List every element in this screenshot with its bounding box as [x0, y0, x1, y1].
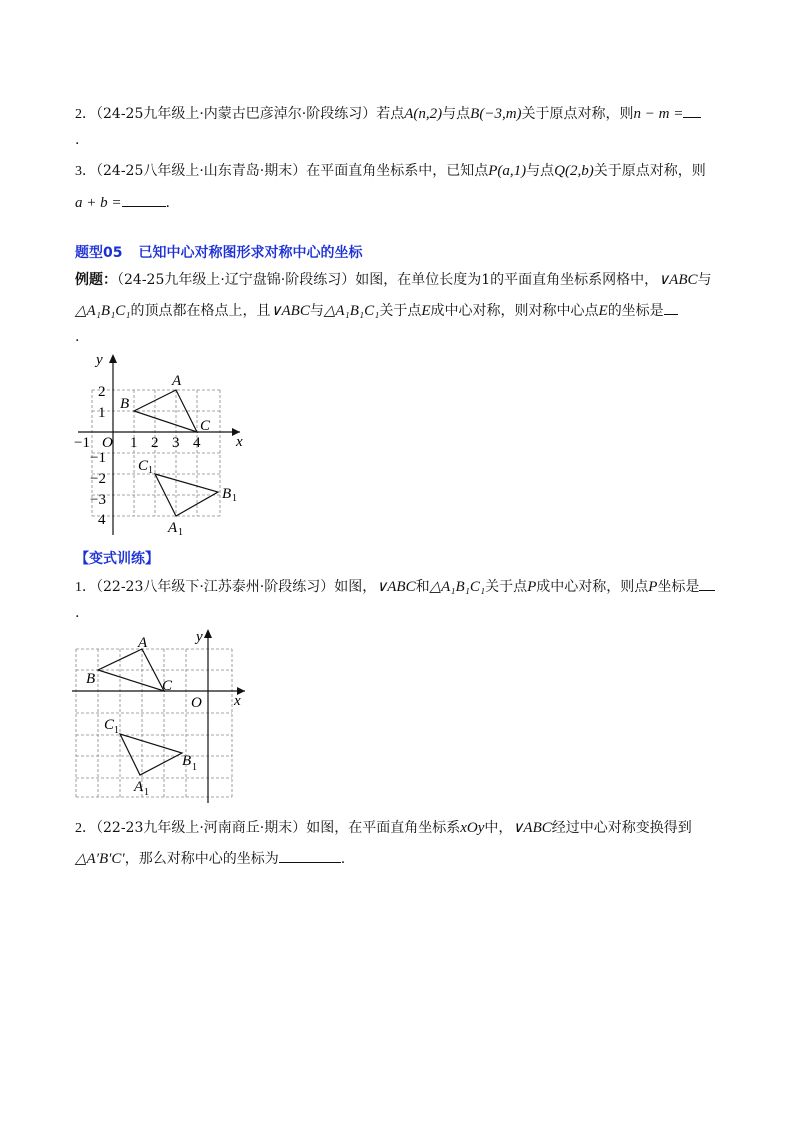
- question-text: 与点: [526, 163, 555, 179]
- y-axis-arrow: [204, 629, 212, 638]
- variant-question-2-line-2: [75, 848, 345, 869]
- subscript: 1: [144, 787, 149, 798]
- question-text: 与: [697, 272, 712, 288]
- vertex-c1-label: C: [104, 717, 115, 733]
- point-b: B(−3,m): [470, 106, 522, 122]
- expression: n − m =: [633, 106, 684, 122]
- subscript: 1: [148, 465, 153, 476]
- question-source: （24-25九年级上·内蒙古巴彦淖尔·阶段练习）: [96, 106, 377, 122]
- y-tick-label: 2: [98, 384, 106, 400]
- x-axis-label: x: [236, 434, 243, 450]
- x-axis-label: x: [234, 693, 241, 709]
- vertex-b-label: B: [120, 396, 130, 412]
- x-tick-label: 4: [193, 435, 201, 451]
- x-tick-label: 2: [151, 435, 159, 451]
- question-text: 和: [415, 579, 430, 595]
- point-p: P(a,1): [488, 163, 527, 179]
- point-q: Q(2,b): [554, 163, 594, 179]
- question-2: [75, 103, 701, 125]
- variant-heading: 【变式训练】: [75, 551, 159, 567]
- triangle-abc: ∨ABC: [270, 303, 310, 319]
- section-heading: [75, 242, 362, 262]
- trailing-period: .: [75, 132, 80, 148]
- subscript: 1: [178, 527, 183, 538]
- question-source: （24-25九年级上·辽宁盘锦·阶段练习）: [117, 272, 356, 288]
- subscript: 1: [114, 725, 119, 736]
- triangle-abc: ∨ABC: [658, 272, 698, 288]
- vertex-b-label: B: [86, 671, 96, 687]
- point-e: E: [598, 303, 608, 319]
- question-text: 如图，: [334, 579, 377, 595]
- x-tick-label: −1: [74, 435, 90, 451]
- grid-lines: [92, 390, 220, 516]
- origin-label: O: [102, 435, 113, 451]
- question-number: 1．: [75, 580, 96, 595]
- vertex-b1-label: B: [182, 753, 192, 769]
- example-figure: [70, 350, 250, 540]
- question-source: （24-25八年级上·山东青岛·期末）: [96, 163, 307, 179]
- question-text: 如图，在平面直角坐标系: [306, 820, 461, 836]
- question-text: 的坐标是: [607, 303, 664, 319]
- vertex-a-label: A: [172, 373, 182, 389]
- vertex-a-label: A: [138, 635, 148, 651]
- x-tick-label: 3: [172, 435, 180, 451]
- question-text: 成中心对称，则对称中心点: [430, 303, 599, 319]
- example-question: [75, 270, 711, 290]
- variant-figure: [70, 625, 260, 805]
- question-text: 关于点: [485, 579, 528, 595]
- question-text: 若点: [376, 106, 405, 122]
- answer-blank[interactable]: [699, 576, 715, 591]
- point-p: P: [527, 579, 537, 595]
- triangle-abc: ∨ABC: [376, 579, 416, 595]
- question-text: 如图，在单位长度为1的平面直角坐标系网格中，: [355, 272, 659, 288]
- answer-blank[interactable]: [664, 300, 678, 315]
- triangle-a1b1c1-shape: [120, 734, 182, 775]
- y-tick-label: 1: [98, 405, 106, 421]
- triangle-a1b1c1: △A₁B₁C₁: [75, 303, 131, 319]
- subscript: 1: [192, 762, 197, 773]
- trailing-period: .: [165, 195, 170, 211]
- question-text: 关于原点对称，则: [521, 106, 634, 122]
- variant-question-1: [75, 576, 715, 598]
- question-text: 在平面直角坐标系中，已知点: [306, 163, 489, 179]
- answer-blank[interactable]: [683, 103, 701, 118]
- point-p: P: [648, 579, 658, 595]
- variant-question-2: [75, 818, 692, 839]
- answer-blank[interactable]: [279, 848, 341, 863]
- expression: a + b =: [75, 195, 122, 211]
- section-title: 已知中心对称图形求对称中心的坐标: [138, 245, 363, 261]
- y-tick-label: −2: [90, 471, 106, 487]
- y-axis-label: y: [96, 352, 103, 368]
- y-tick-label: −3: [90, 492, 106, 508]
- vertex-a1-label: A: [168, 520, 178, 536]
- question-text: 与: [309, 303, 324, 319]
- vertex-a1-label: A: [134, 779, 144, 795]
- question-number: 2．: [75, 821, 96, 836]
- question-text: 关于原点对称，则: [593, 163, 706, 179]
- question-text: 关于点: [379, 303, 422, 319]
- question-number: 3．: [75, 164, 96, 179]
- question-text: 的顶点都在格点上，且: [130, 303, 271, 319]
- question-text: 成中心对称，则点: [536, 579, 649, 595]
- y-axis-arrow: [109, 354, 117, 363]
- vertex-c-label: C: [200, 418, 211, 434]
- question-text: ，那么对称中心的坐标为: [124, 851, 279, 867]
- xoy-system: xOy: [460, 820, 485, 836]
- example-question-line-2: [75, 300, 678, 321]
- point-a: A(n,2): [404, 106, 443, 122]
- triangle-a-prime: △A′B′C′: [75, 851, 125, 867]
- vertex-b1-label: B: [222, 486, 232, 502]
- question-3-line-2: [75, 192, 170, 213]
- triangle-a1b1c1: △A₁B₁C₁: [429, 579, 486, 595]
- trailing-period: .: [75, 329, 80, 345]
- y-axis-label: y: [196, 629, 203, 645]
- vertex-c1-label: C: [138, 458, 149, 474]
- triangle-a1b1c1: △A₁B₁C₁: [323, 303, 380, 319]
- question-number: 2．: [75, 107, 96, 122]
- y-tick-label: −1: [90, 450, 106, 466]
- example-label: 例题：: [75, 272, 117, 288]
- y-tick-label: 4: [98, 512, 106, 528]
- triangle-abc: ∨ABC: [512, 820, 552, 836]
- answer-blank[interactable]: [122, 192, 166, 207]
- section-number: 题型05: [75, 245, 123, 261]
- vertex-c-label: C: [162, 678, 173, 694]
- question-3: [75, 161, 706, 182]
- origin-label: O: [191, 695, 202, 711]
- point-e: E: [421, 303, 431, 319]
- x-tick-label: 1: [130, 435, 138, 451]
- question-source: （22-23九年级上·河南商丘·期末）: [96, 820, 307, 836]
- question-text: 坐标是: [657, 579, 700, 595]
- trailing-period: .: [75, 605, 80, 621]
- question-text: 与点: [442, 106, 471, 122]
- question-text: 经过中心对称变换得到: [551, 820, 692, 836]
- question-text: 中，: [484, 820, 513, 836]
- trailing-period: .: [340, 851, 346, 867]
- question-source: （22-23八年级下·江苏泰州·阶段练习）: [96, 579, 335, 595]
- subscript: 1: [232, 493, 237, 504]
